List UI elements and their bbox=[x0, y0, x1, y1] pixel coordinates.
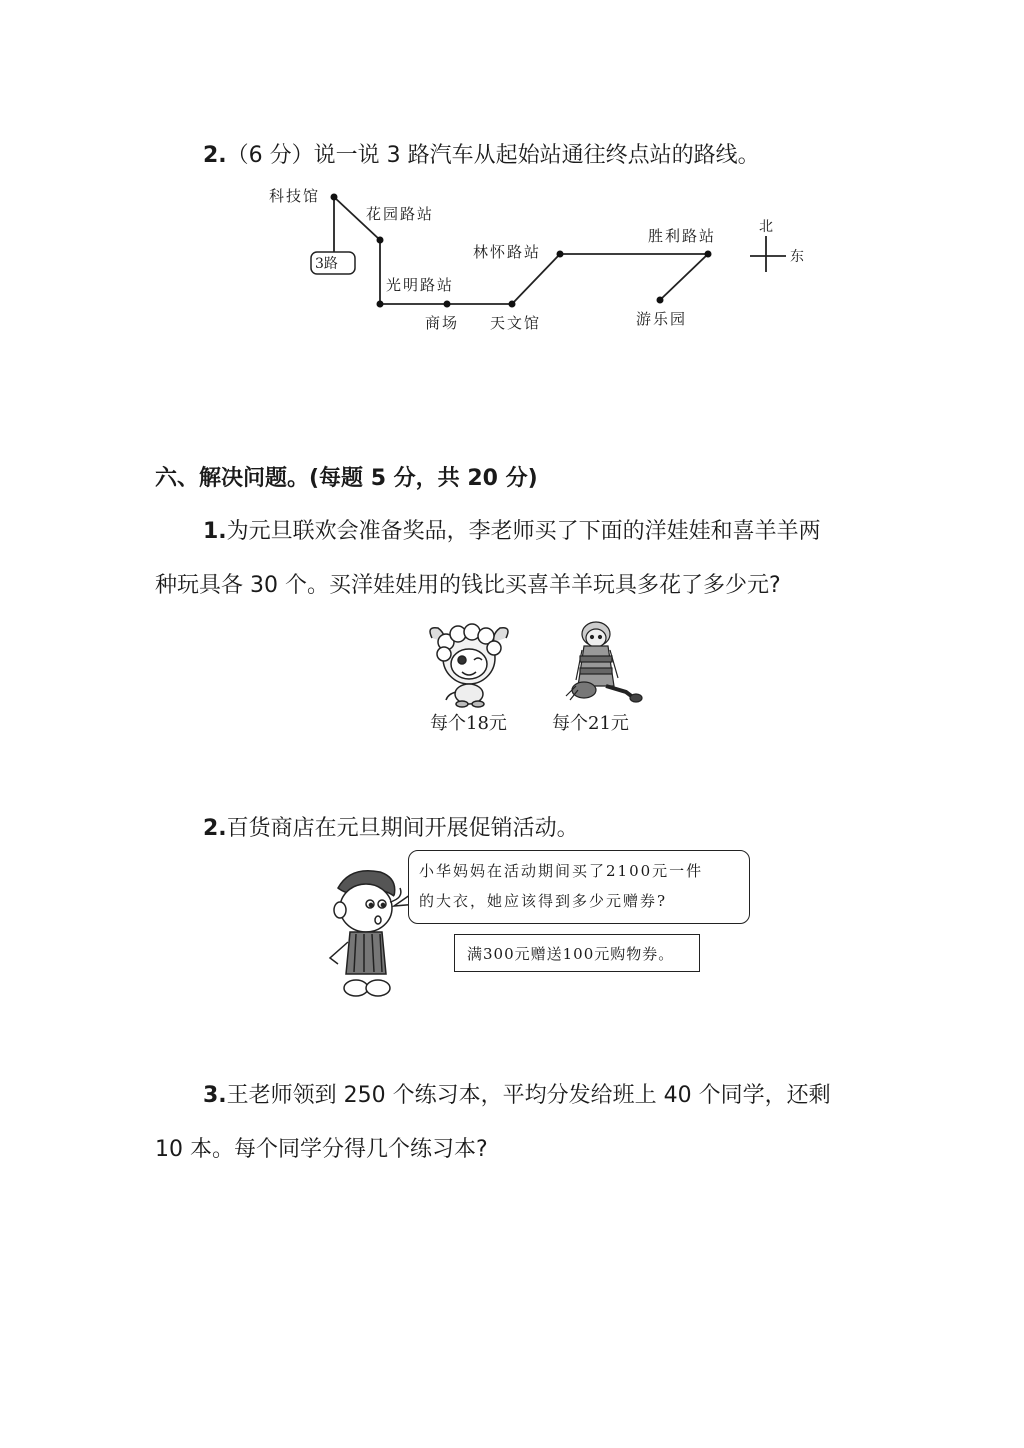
speech-bubble-line-2: 的大衣，她应该得到多少元赠券? bbox=[419, 892, 668, 910]
stop-linhuai-road: 林怀路站 bbox=[473, 243, 542, 261]
stop-amusement-park: 游乐园 bbox=[636, 310, 688, 328]
problem-2-line bbox=[203, 811, 579, 842]
question-number: 2. bbox=[203, 143, 227, 168]
problem-number: 3. bbox=[203, 1083, 227, 1108]
stop-garden-road: 花园路站 bbox=[366, 205, 435, 223]
speech-bubble-line-1: 小华妈妈在活动期间买了2100元一件 bbox=[419, 862, 704, 880]
stop-dot bbox=[657, 297, 664, 304]
problem-3-line-2: 10 本。每个同学分得几个练习本? bbox=[155, 1137, 488, 1162]
stop-shengli-road: 胜利路站 bbox=[648, 227, 717, 245]
compass-east-label: 东 bbox=[790, 249, 806, 265]
section-heading: 六、解决问题。(每题 5 分，共 20 分) bbox=[155, 466, 538, 491]
stop-dot bbox=[557, 251, 564, 258]
stop-guangming-road: 光明路站 bbox=[386, 276, 455, 294]
problem-text: 百货商店在元旦期间开展促销活动。 bbox=[226, 816, 579, 841]
stop-dot bbox=[331, 194, 338, 201]
bus-route-map bbox=[0, 0, 1024, 360]
problem-1-line-1 bbox=[203, 514, 821, 545]
pleasant-goat-toy-image bbox=[424, 620, 514, 708]
doll-price-caption: 每个21元 bbox=[552, 713, 629, 734]
stop-planetarium: 天文馆 bbox=[490, 314, 542, 332]
compass-north-label: 北 bbox=[759, 219, 775, 235]
speech-bubble bbox=[408, 850, 750, 924]
doll-toy-image bbox=[562, 616, 646, 706]
problem-number: 1. bbox=[203, 519, 227, 544]
bus-sign-label: 3路 bbox=[315, 256, 338, 272]
stop-dot bbox=[377, 237, 384, 244]
stop-dot bbox=[444, 301, 451, 308]
promotion-rule-box bbox=[454, 934, 700, 972]
problem-1-line-2: 种玩具各 30 个。买洋娃娃用的钱比买喜羊羊玩具多花了多少元? bbox=[155, 573, 781, 598]
promotion-rule-text: 满300元赠送100元购物券。 bbox=[467, 945, 675, 963]
goat-price-caption: 每个18元 bbox=[430, 713, 507, 734]
question-text: （6 分）说一说 3 路汽车从起始站通往终点站的路线。 bbox=[226, 143, 760, 168]
stop-dot bbox=[705, 251, 712, 258]
problem-text: 为元旦联欢会准备奖品，李老师买了下面的洋娃娃和喜羊羊两 bbox=[226, 519, 821, 544]
stop-dot bbox=[377, 301, 384, 308]
problem-3-line-1 bbox=[203, 1078, 831, 1109]
stop-dot bbox=[509, 301, 516, 308]
problem-number: 2. bbox=[203, 816, 227, 841]
stop-science-museum: 科技馆 bbox=[269, 187, 321, 205]
stop-mall: 商场 bbox=[425, 314, 460, 332]
problem-text: 王老师领到 250 个练习本，平均分发给班上 40 个同学，还剩 bbox=[226, 1083, 831, 1108]
